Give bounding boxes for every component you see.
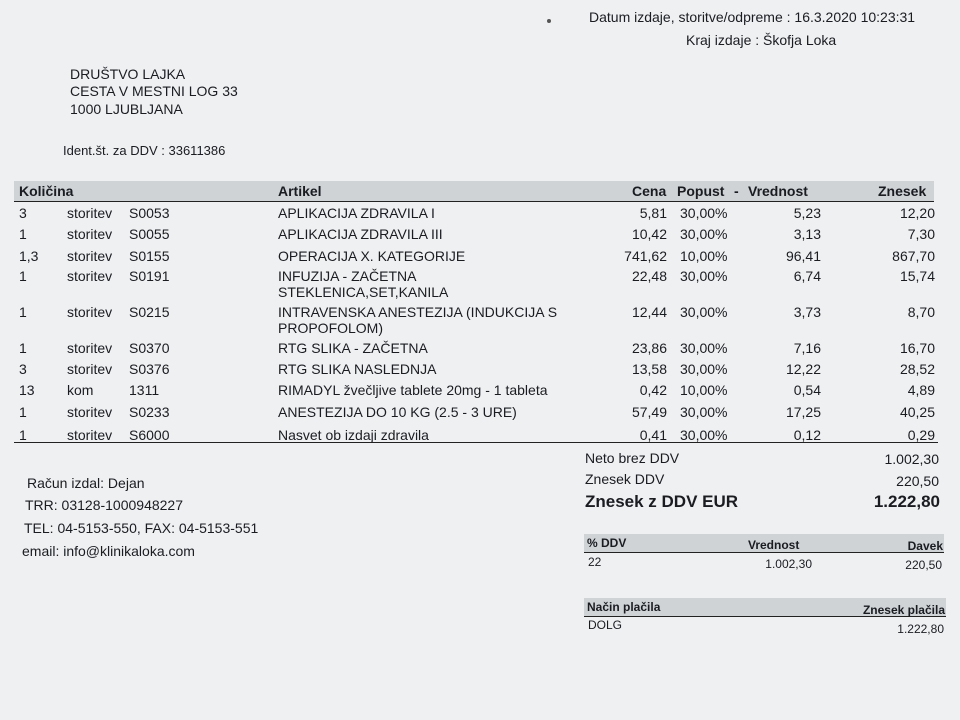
row-item: APLIKACIJA ZDRAVILA I <box>278 205 435 221</box>
payment-col-method: Način plačila <box>587 600 661 614</box>
col-header-discount: Popust <box>677 183 725 199</box>
row-amount: 8,70 <box>907 304 935 320</box>
row-code: S0233 <box>129 404 170 420</box>
col-header-item: Artikel <box>278 183 322 199</box>
row-qty: 1 <box>19 268 27 284</box>
payment-method: DOLG <box>588 618 623 632</box>
row-qty: 1 <box>19 404 27 420</box>
col-header-amount: Znesek <box>878 183 927 199</box>
gross-label: Znesek z DDV EUR <box>585 492 739 511</box>
row-qty: 3 <box>19 361 27 377</box>
customer-city: 1000 LJUBLJANA <box>70 101 183 117</box>
row-item: INFUZIJA - ZAČETNA <box>278 268 417 284</box>
vat-base-value: 1.002,30 <box>765 557 812 571</box>
col-header-dash: - <box>734 183 739 199</box>
row-discount: 30,00% <box>680 226 728 242</box>
row-code: S0155 <box>129 248 170 264</box>
row-price: 13,58 <box>631 361 667 377</box>
row-amount: 12,20 <box>899 205 935 221</box>
row-amount: 7,30 <box>907 226 935 242</box>
row-value: 3,13 <box>793 226 821 242</box>
net-value: 1.002,30 <box>884 451 939 467</box>
row-code: S0376 <box>129 361 170 377</box>
row-qty: 3 <box>19 205 27 221</box>
row-discount: 30,00% <box>680 404 728 420</box>
row-unit: storitev <box>67 427 113 443</box>
gross-value: 1.222,80 <box>873 492 940 511</box>
row-item-continued: STEKLENICA,SET,KANILA <box>278 284 449 300</box>
row-code: 1311 <box>129 382 160 398</box>
bank-account: TRR: 03128-1000948227 <box>25 497 184 513</box>
customer-vat-id: Ident.št. za DDV : 33611386 <box>63 143 226 158</box>
vat-label: Znesek DDV <box>585 471 665 487</box>
dot-mark <box>547 19 551 23</box>
row-unit: storitev <box>67 226 113 242</box>
payment-amount: 1.222,80 <box>897 622 944 636</box>
row-price: 12,44 <box>631 304 667 320</box>
col-header-value: Vrednost <box>748 183 808 199</box>
row-item: INTRAVENSKA ANESTEZIJA (INDUKCIJA S <box>278 304 558 320</box>
row-discount: 30,00% <box>680 268 728 284</box>
row-code: S0215 <box>129 304 170 320</box>
issued-by: Račun izdal: Dejan <box>27 475 145 491</box>
table-bottom-rule <box>14 442 938 443</box>
row-qty: 1 <box>19 427 27 443</box>
row-price: 10,42 <box>631 226 667 242</box>
row-price: 22,48 <box>631 268 667 284</box>
row-value: 17,25 <box>785 404 821 420</box>
row-item: OPERACIJA X. KATEGORIJE <box>278 248 466 264</box>
net-label: Neto brez DDV <box>585 450 680 466</box>
row-discount: 10,00% <box>680 248 728 264</box>
row-amount: 28,52 <box>899 361 935 377</box>
row-qty: 13 <box>19 382 35 398</box>
row-unit: kom <box>67 382 94 398</box>
row-unit: storitev <box>67 248 113 264</box>
row-amount: 16,70 <box>899 340 935 356</box>
issue-date: Datum izdaje, storitve/odpreme : 16.3.2020 10:23:31 <box>589 9 916 25</box>
row-item: RIMADYL žvečljive tablete 20mg - 1 tableta <box>278 382 548 398</box>
row-item: RTG SLIKA - ZAČETNA <box>278 340 428 356</box>
row-item: RTG SLIKA NASLEDNJA <box>278 361 437 377</box>
row-code: S0191 <box>129 268 170 284</box>
vat-col-tax: Davek <box>907 539 943 553</box>
row-unit: storitev <box>67 340 113 356</box>
row-discount: 30,00% <box>680 205 728 221</box>
row-discount: 10,00% <box>680 382 728 398</box>
row-value: 7,16 <box>793 340 821 356</box>
row-value: 0,54 <box>793 382 821 398</box>
row-discount: 30,00% <box>680 340 728 356</box>
row-qty: 1 <box>19 226 27 242</box>
col-header-qty: Količina <box>19 183 74 199</box>
issue-place: Kraj izdaje : Škofja Loka <box>686 32 837 48</box>
vat-tax-value: 220,50 <box>905 558 942 572</box>
row-price: 0,41 <box>639 427 667 443</box>
row-unit: storitev <box>67 361 113 377</box>
row-discount: 30,00% <box>680 304 728 320</box>
row-value: 3,73 <box>793 304 821 320</box>
row-code: S0370 <box>129 340 170 356</box>
row-amount: 15,74 <box>899 268 935 284</box>
row-value: 0,12 <box>793 427 821 443</box>
row-qty: 1 <box>19 340 27 356</box>
row-code: S0055 <box>129 226 170 242</box>
vat-value: 220,50 <box>896 473 939 489</box>
row-value: 12,22 <box>785 361 821 377</box>
row-item: Nasvet ob izdaji zdravila <box>278 427 429 443</box>
email: email: info@klinikaloka.com <box>22 543 195 559</box>
row-price: 0,42 <box>639 382 667 398</box>
vat-rate: 22 <box>588 555 602 569</box>
row-value: 96,41 <box>785 248 821 264</box>
row-qty: 1 <box>19 304 27 320</box>
row-qty: 1,3 <box>19 248 39 264</box>
row-discount: 30,00% <box>680 361 728 377</box>
row-unit: storitev <box>67 404 113 420</box>
customer-street: CESTA V MESTNI LOG 33 <box>70 83 238 99</box>
row-unit: storitev <box>67 205 113 221</box>
row-discount: 30,00% <box>680 427 728 443</box>
row-unit: storitev <box>67 304 113 320</box>
row-amount: 4,89 <box>907 382 935 398</box>
row-item: ANESTEZIJA DO 10 KG (2.5 - 3 URE) <box>278 404 517 420</box>
row-amount: 40,25 <box>899 404 935 420</box>
row-price: 23,86 <box>631 340 667 356</box>
row-item-continued: PROPOFOLOM) <box>278 320 384 336</box>
vat-col-value: Vrednost <box>748 538 800 552</box>
vat-col-rate: % DDV <box>587 536 627 550</box>
customer-name: DRUŠTVO LAJKA <box>70 66 186 82</box>
row-price: 57,49 <box>631 404 667 420</box>
row-code: S0053 <box>129 205 170 221</box>
row-amount: 0,29 <box>907 427 935 443</box>
col-header-price: Cena <box>632 183 667 199</box>
row-amount: 867,70 <box>892 248 935 264</box>
row-price: 741,62 <box>624 248 667 264</box>
phone-fax: TEL: 04-5153-550, FAX: 04-5153-551 <box>24 520 259 536</box>
row-unit: storitev <box>67 268 113 284</box>
row-item: APLIKACIJA ZDRAVILA III <box>278 226 443 242</box>
row-value: 5,23 <box>793 205 821 221</box>
row-code: S6000 <box>129 427 170 443</box>
payment-col-amount: Znesek plačila <box>862 603 945 617</box>
row-price: 5,81 <box>639 205 667 221</box>
row-value: 6,74 <box>793 268 821 284</box>
